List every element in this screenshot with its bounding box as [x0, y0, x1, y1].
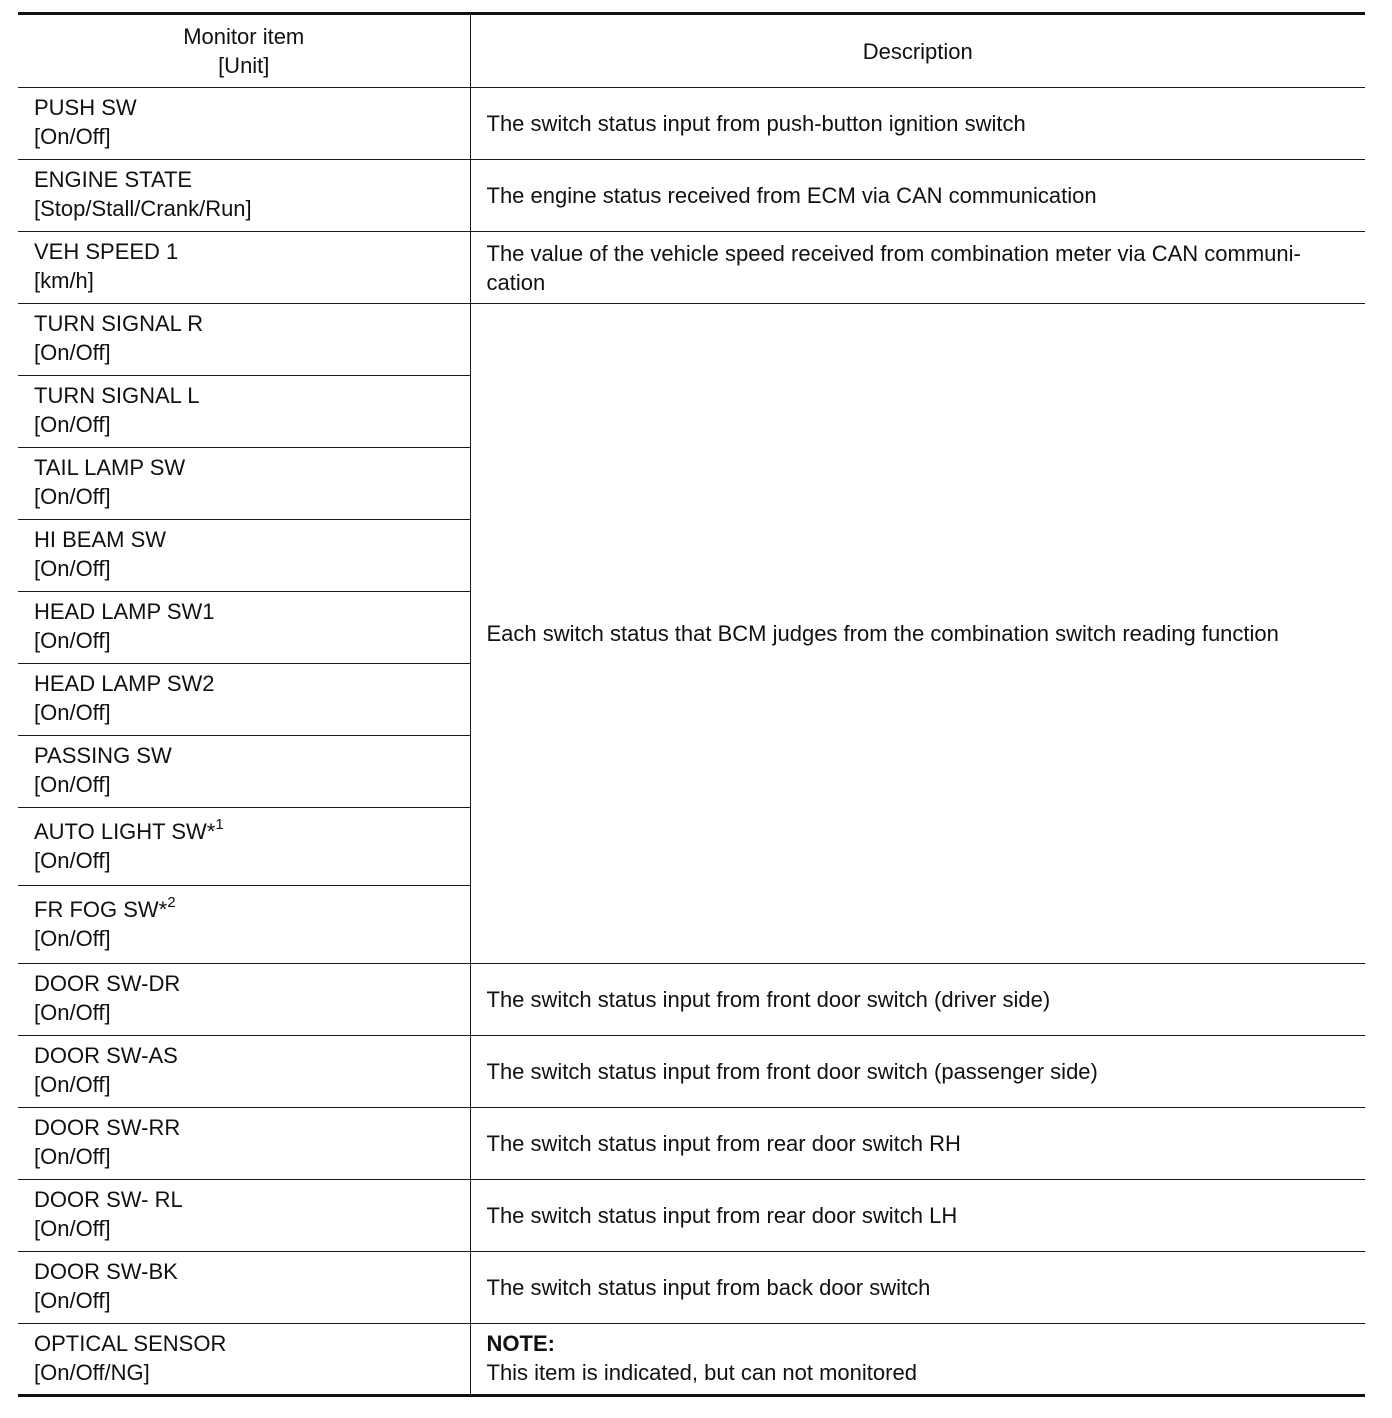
table-row: [18, 88, 1365, 160]
item-name: DOOR SW-DR: [34, 971, 181, 996]
note-label: NOTE:: [486, 1331, 555, 1356]
item-name-with-footnote: [34, 817, 454, 846]
description-cell: The switch status input from front door switch (passenger side): [470, 1036, 1365, 1108]
item-unit: [On/Off]: [34, 340, 111, 365]
table-row: [18, 1108, 1365, 1180]
description-cell: The engine status received from ECM via CAN communication: [470, 160, 1365, 232]
description-line: cation: [486, 269, 546, 295]
monitor-item-cell: [18, 1180, 470, 1252]
monitor-item-cell: [18, 1036, 470, 1108]
item-name: DOOR SW-AS: [34, 1043, 178, 1068]
item-unit: [On/Off]: [34, 412, 111, 437]
table-row: [18, 1324, 1365, 1396]
item-unit: [On/Off]: [34, 628, 111, 653]
description-cell: [470, 1324, 1365, 1396]
item-unit: [On/Off]: [34, 1216, 111, 1241]
table-row: [18, 1252, 1365, 1324]
item-name: DOOR SW-RR: [34, 1115, 181, 1140]
monitor-item-cell: [18, 1108, 470, 1180]
item-name: HI BEAM SW: [34, 527, 167, 552]
monitor-item-cell: [18, 232, 470, 304]
item-name: AUTO LIGHT SW*: [34, 819, 216, 844]
monitor-item-table: [18, 12, 1365, 1397]
monitor-item-cell: [18, 736, 470, 808]
item-name: ENGINE STATE: [34, 167, 193, 192]
table-row: [18, 1180, 1365, 1252]
monitor-item-cell: [18, 664, 470, 736]
item-unit: [On/Off]: [34, 926, 111, 951]
group-description-cell: Each switch status that BCM judges from the combination switch reading function: [470, 304, 1365, 964]
monitor-item-cell: [18, 304, 470, 376]
description-line: The value of the vehicle speed received from combination meter via CAN communi-: [486, 240, 1301, 266]
description-cell: The switch status input from push-button ignition switch: [470, 88, 1365, 160]
monitor-item-cell: [18, 964, 470, 1036]
item-name: TAIL LAMP SW: [34, 455, 186, 480]
item-unit: [On/Off]: [34, 1288, 111, 1313]
monitor-item-header-label: Monitor item: [183, 24, 305, 49]
item-name: FR FOG SW*: [34, 897, 168, 922]
item-unit: [On/Off]: [34, 556, 111, 581]
item-name: DOOR SW-BK: [34, 1259, 178, 1284]
note-text: This item is indicated, but can not monitored: [486, 1360, 917, 1385]
item-name-with-footnote: [34, 895, 454, 924]
monitor-item-cell: [18, 886, 470, 964]
monitor-item-cell: [18, 808, 470, 886]
monitor-item-cell: [18, 160, 470, 232]
description-header: Description: [470, 14, 1365, 88]
monitor-item-cell: [18, 448, 470, 520]
item-unit: [On/Off]: [34, 772, 111, 797]
item-name: PASSING SW: [34, 743, 172, 768]
table-row: [18, 232, 1365, 304]
footnote-marker: 2: [167, 893, 176, 911]
item-name: TURN SIGNAL L: [34, 383, 200, 408]
monitor-item-cell: [18, 88, 470, 160]
monitor-item-cell: [18, 1252, 470, 1324]
item-name: OPTICAL SENSOR: [34, 1331, 227, 1356]
description-cell: The switch status input from rear door switch RH: [470, 1108, 1365, 1180]
item-unit: [On/Off]: [34, 1144, 111, 1169]
description-cell: The switch status input from front door switch (driver side): [470, 964, 1365, 1036]
table-row: [18, 160, 1365, 232]
monitor-item-cell: [18, 520, 470, 592]
item-unit: [On/Off]: [34, 1072, 111, 1097]
item-name: VEH SPEED 1: [34, 239, 179, 264]
item-name: DOOR SW- RL: [34, 1187, 183, 1212]
description-cell: [470, 232, 1365, 304]
item-unit: [On/Off]: [34, 484, 111, 509]
item-unit: [km/h]: [34, 268, 94, 293]
item-name: TURN SIGNAL R: [34, 311, 204, 336]
table-row: [18, 304, 1365, 376]
item-unit: [On/Off]: [34, 848, 111, 873]
monitor-item-header: [18, 14, 470, 88]
table-row: [18, 1036, 1365, 1108]
item-name: HEAD LAMP SW2: [34, 671, 215, 696]
monitor-item-cell: [18, 1324, 470, 1396]
item-name: HEAD LAMP SW1: [34, 599, 215, 624]
item-unit: [On/Off/NG]: [34, 1360, 150, 1385]
footnote-marker: 1: [215, 815, 224, 833]
monitor-item-cell: [18, 592, 470, 664]
item-unit: [Stop/Stall/Crank/Run]: [34, 196, 252, 221]
description-cell: The switch status input from back door switch: [470, 1252, 1365, 1324]
header-row: [18, 14, 1365, 88]
unit-header-label: [Unit]: [218, 53, 270, 78]
table-row: [18, 964, 1365, 1036]
item-unit: [On/Off]: [34, 1000, 111, 1025]
item-unit: [On/Off]: [34, 124, 111, 149]
description-cell: The switch status input from rear door switch LH: [470, 1180, 1365, 1252]
item-name: PUSH SW: [34, 95, 137, 120]
item-unit: [On/Off]: [34, 700, 111, 725]
monitor-item-cell: [18, 376, 470, 448]
